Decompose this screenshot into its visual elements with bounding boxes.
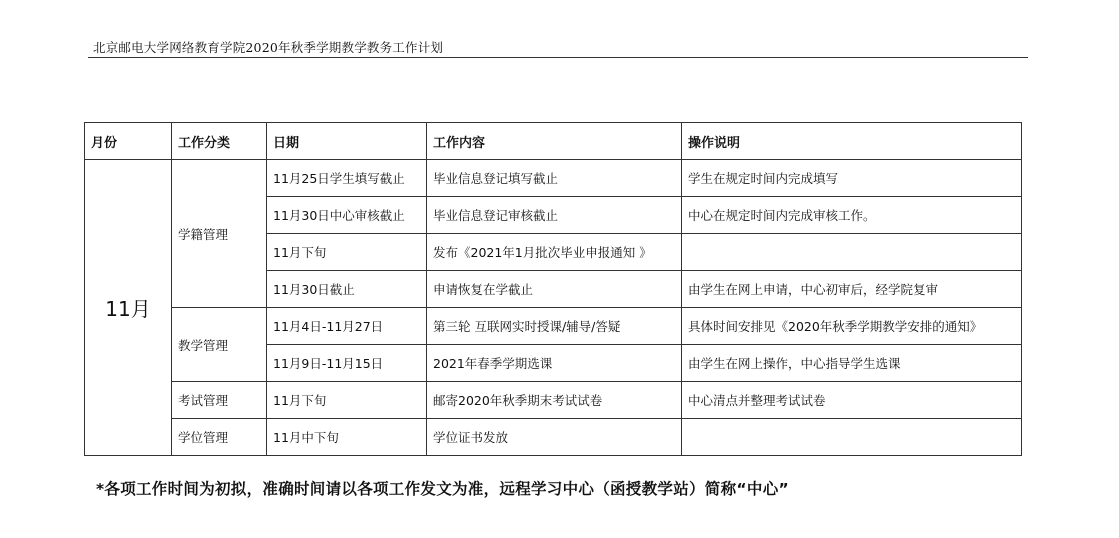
date-cell: 11月30日中心审核截止 — [267, 197, 427, 234]
table-row — [85, 160, 1022, 197]
category-cell: 考试管理 — [172, 382, 267, 419]
note-cell: 中心在规定时间内完成审核工作。 — [682, 197, 1022, 234]
category-cell: 学籍管理 — [172, 160, 267, 308]
content-cell: 学位证书发放 — [427, 419, 682, 456]
date-cell: 11月下旬 — [267, 382, 427, 419]
category-cell: 学位管理 — [172, 419, 267, 456]
note-cell: 由学生在网上申请，中心初审后，经学院复审 — [682, 271, 1022, 308]
date-cell: 11月中下旬 — [267, 419, 427, 456]
footnote: *各项工作时间为初拟，准确时间请以各项工作发文为准，远程学习中心（函授教学站）简称“中心” — [96, 480, 789, 498]
content-cell: 发布《2021年1月批次毕业申报通知 》 — [427, 234, 682, 271]
note-cell: 由学生在网上操作，中心指导学生选课 — [682, 345, 1022, 382]
table-row — [85, 308, 1022, 345]
content-cell: 毕业信息登记填写截止 — [427, 160, 682, 197]
note-cell: 学生在规定时间内完成填写 — [682, 160, 1022, 197]
table-row — [85, 419, 1022, 456]
category-cell: 教学管理 — [172, 308, 267, 382]
content-cell: 毕业信息登记审核截止 — [427, 197, 682, 234]
table-header-row — [85, 123, 1022, 160]
column-header-content: 工作内容 — [427, 123, 682, 160]
date-cell: 11月下旬 — [267, 234, 427, 271]
column-header-category: 工作分类 — [172, 123, 267, 160]
column-header-month: 月份 — [85, 123, 172, 160]
note-cell: 中心清点并整理考试试卷 — [682, 382, 1022, 419]
date-cell: 11月25日学生填写截止 — [267, 160, 427, 197]
note-cell: 具体时间安排见《2020年秋季学期教学安排的通知》 — [682, 308, 1022, 345]
table-row — [85, 382, 1022, 419]
note-cell — [682, 234, 1022, 271]
column-header-date: 日期 — [267, 123, 427, 160]
content-cell: 申请恢复在学截止 — [427, 271, 682, 308]
work-plan-table — [84, 122, 1022, 456]
content-cell: 2021年春季学期选课 — [427, 345, 682, 382]
month-cell: 11月 — [85, 160, 172, 456]
date-cell: 11月9日-11月15日 — [267, 345, 427, 382]
header-divider — [88, 57, 1028, 58]
column-header-instructions: 操作说明 — [682, 123, 1022, 160]
content-cell: 第三轮 互联网实时授课/辅导/答疑 — [427, 308, 682, 345]
content-cell: 邮寄2020年秋季期末考试试卷 — [427, 382, 682, 419]
note-cell — [682, 419, 1022, 456]
date-cell: 11月30日截止 — [267, 271, 427, 308]
date-cell: 11月4日-11月27日 — [267, 308, 427, 345]
page-header-title: 北京邮电大学网络教育学院2020年秋季学期教学教务工作计划 — [93, 40, 444, 55]
